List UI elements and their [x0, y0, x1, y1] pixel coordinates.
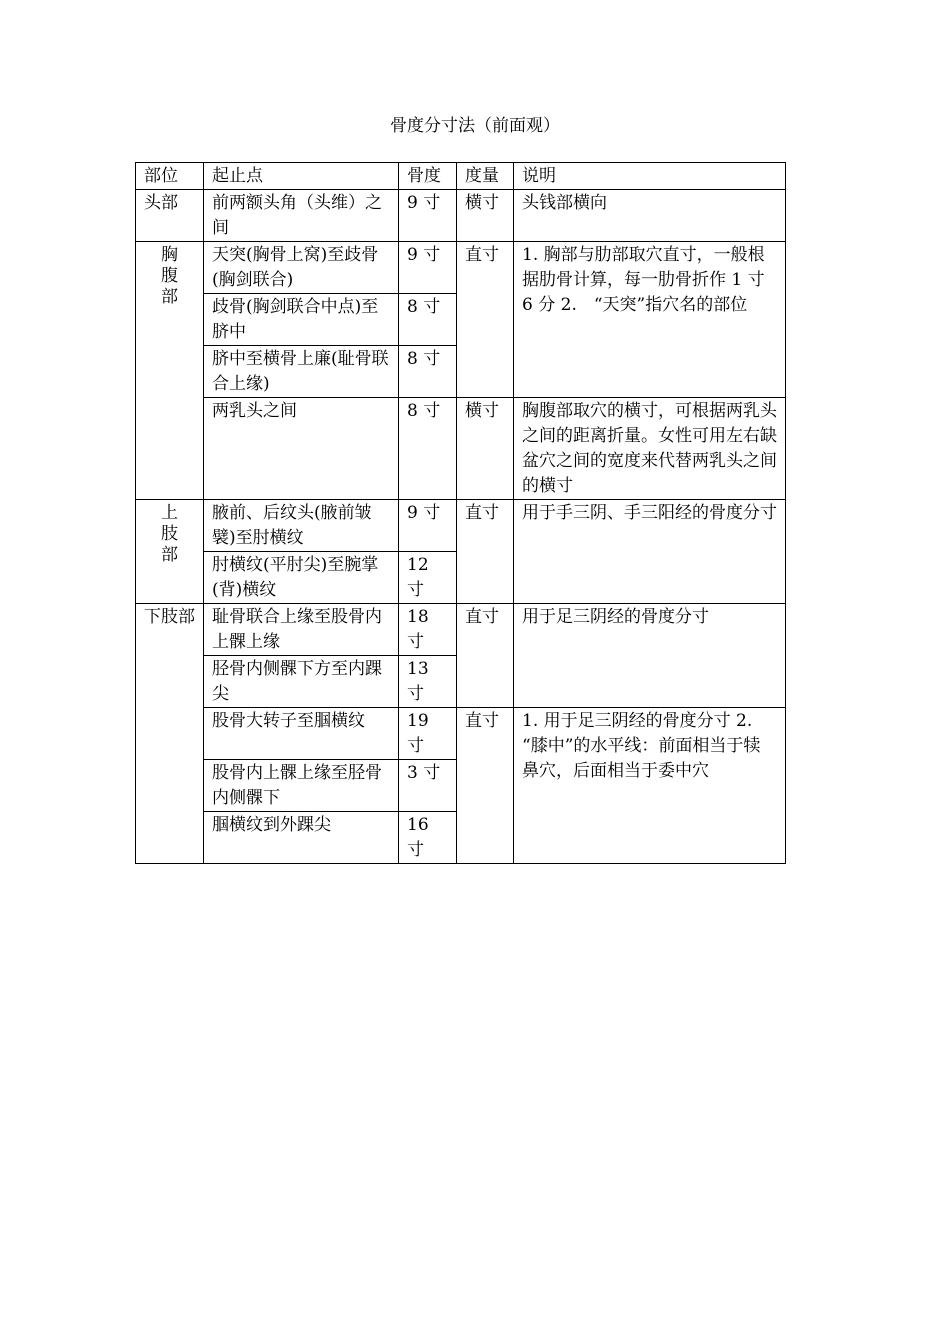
header-length: 骨度	[399, 163, 457, 190]
table-row	[136, 242, 786, 294]
note-cell: 1. 胸部与肋部取穴直寸，一般根据肋骨计算，每一肋骨折作 1 寸 6 分 2. “天突”指穴名的部位	[514, 242, 786, 398]
header-measure: 度量	[457, 163, 514, 190]
range-cell: 股骨内上髁上缘至胫骨内侧髁下	[204, 760, 399, 812]
page-title: 骨度分寸法（前面观）	[390, 116, 560, 136]
range-cell: 肘横纹(平肘尖)至腕掌(背)横纹	[204, 552, 399, 604]
length-cell: 19 寸	[399, 708, 457, 760]
range-cell: 前两额头角（头维）之间	[204, 190, 399, 242]
measure-cell: 直寸	[457, 708, 514, 864]
length-cell: 8 寸	[399, 398, 457, 500]
region-chest-label: 胸腹部	[161, 245, 178, 307]
length-cell: 13 寸	[399, 656, 457, 708]
range-cell: 天突(胸骨上窝)至歧骨(胸剑联合)	[204, 242, 399, 294]
length-cell: 8 寸	[399, 346, 457, 398]
region-upper-label: 上肢部	[161, 503, 178, 565]
region-chest	[136, 242, 204, 500]
range-cell: 脐中至横骨上廉(耻骨联合上缘)	[204, 346, 399, 398]
length-cell: 16 寸	[399, 812, 457, 864]
header-note: 说明	[514, 163, 786, 190]
measure-cell: 直寸	[457, 242, 514, 398]
header-range: 起止点	[204, 163, 399, 190]
header-region: 部位	[136, 163, 204, 190]
length-cell: 9 寸	[399, 190, 457, 242]
table-row	[136, 190, 786, 242]
region-lower-limb: 下肢部	[136, 604, 204, 864]
note-cell: 胸腹部取穴的横寸，可根据两乳头之间的距离折量。女性可用左右缺盆穴之间的宽度来代替两乳头之间的横寸	[514, 398, 786, 500]
measure-cell: 直寸	[457, 604, 514, 708]
range-cell: 耻骨联合上缘至股骨内上髁上缘	[204, 604, 399, 656]
region-upper-limb	[136, 500, 204, 604]
range-cell: 腘横纹到外踝尖	[204, 812, 399, 864]
note-cell: 头钱部横向	[514, 190, 786, 242]
length-cell: 12 寸	[399, 552, 457, 604]
range-cell: 胫骨内侧髁下方至内踝尖	[204, 656, 399, 708]
range-cell: 股骨大转子至腘横纹	[204, 708, 399, 760]
range-cell: 腋前、后纹头(腋前皱襞)至肘横纹	[204, 500, 399, 552]
note-cell: 1. 用于足三阴经的骨度分寸 2. “膝中”的水平线：前面相当于犊鼻穴，后面相当于委中穴	[514, 708, 786, 864]
table-row	[136, 500, 786, 552]
note-cell: 用于手三阴、手三阳经的骨度分寸	[514, 500, 786, 604]
region-head: 头部	[136, 190, 204, 242]
table-row	[136, 708, 786, 760]
note-cell: 用于足三阴经的骨度分寸	[514, 604, 786, 708]
range-cell: 歧骨(胸剑联合中点)至脐中	[204, 294, 399, 346]
table-row	[136, 398, 786, 500]
bone-proportion-table	[135, 162, 786, 864]
measure-cell: 直寸	[457, 500, 514, 604]
range-cell: 两乳头之间	[204, 398, 399, 500]
length-cell: 18 寸	[399, 604, 457, 656]
length-cell: 9 寸	[399, 500, 457, 552]
measure-cell: 横寸	[457, 398, 514, 500]
length-cell: 3 寸	[399, 760, 457, 812]
table-header-row	[136, 163, 786, 190]
length-cell: 8 寸	[399, 294, 457, 346]
length-cell: 9 寸	[399, 242, 457, 294]
table-row	[136, 604, 786, 656]
measure-cell: 横寸	[457, 190, 514, 242]
